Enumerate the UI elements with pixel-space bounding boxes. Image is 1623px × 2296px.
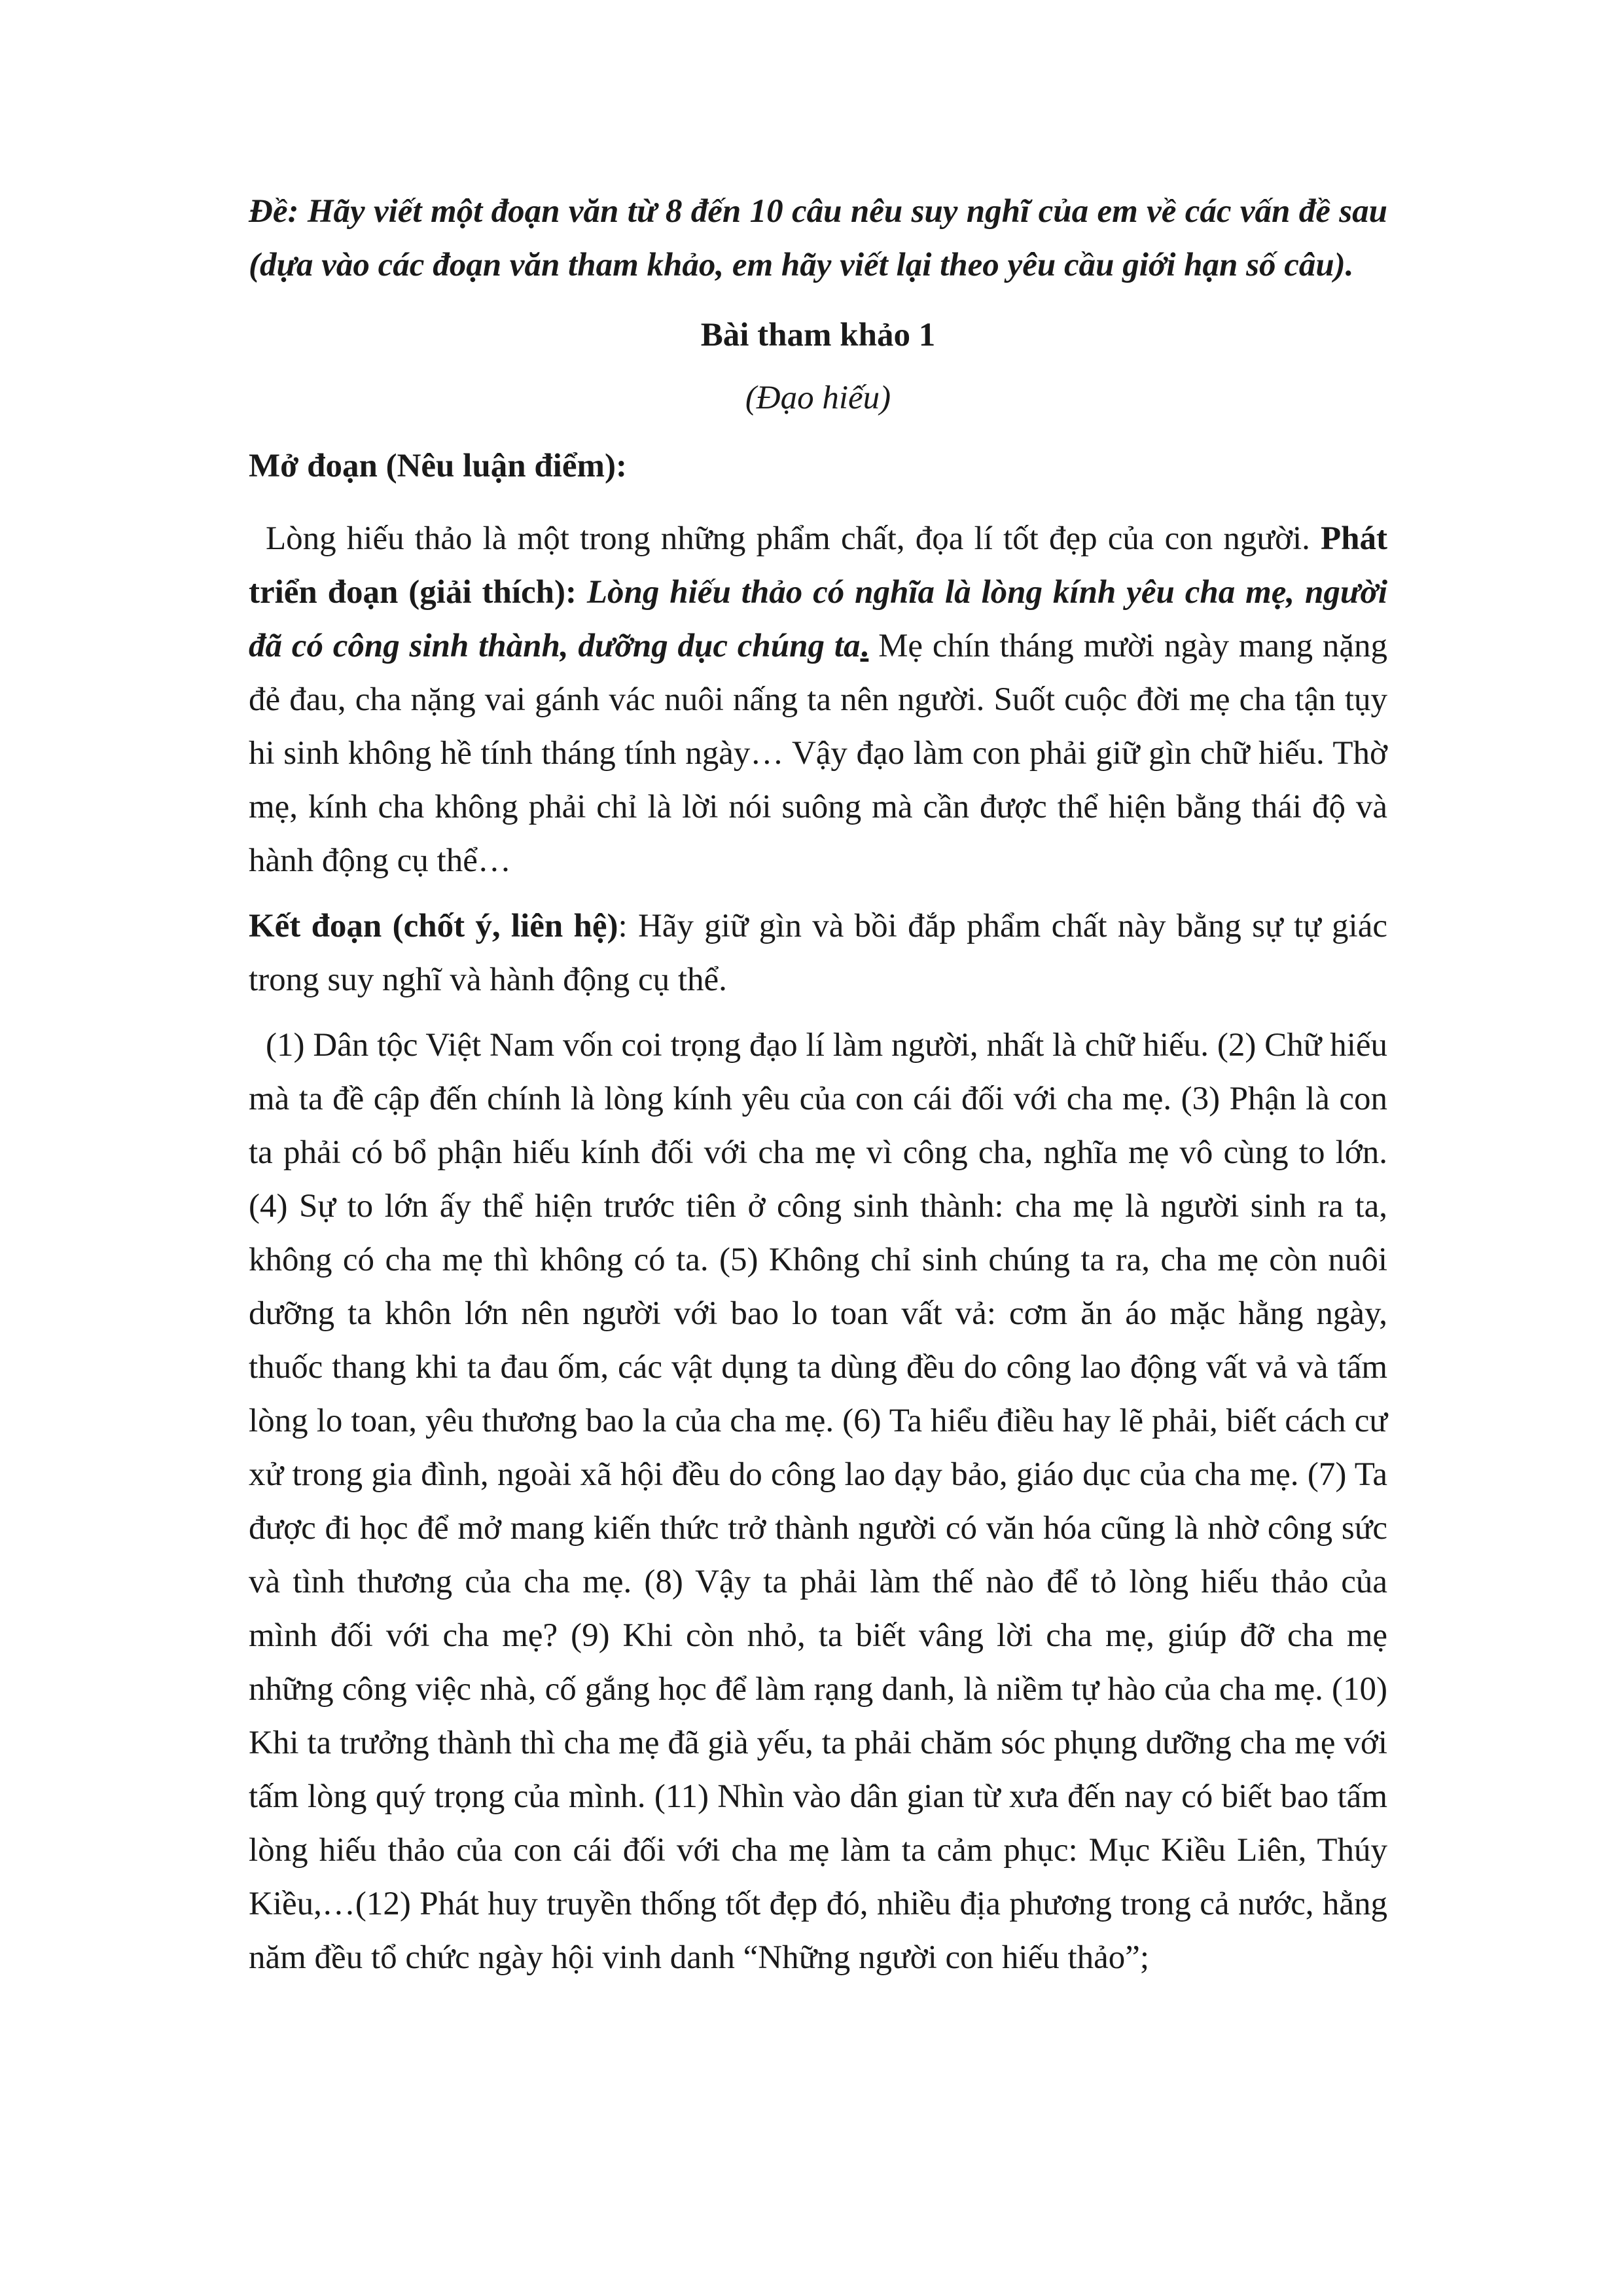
develop-period: . bbox=[860, 628, 869, 664]
assignment-prompt: Đề: Hãy viết một đoạn văn từ 8 đến 10 câu nêu suy nghĩ của em về các vấn đề sau (dựa vào các đoạn văn tham khảo, em hãy viết lại theo yêu cầu giới hạn số câu). bbox=[249, 193, 1387, 283]
open-heading: Mở đoạn (Nêu luận điểm): bbox=[249, 448, 627, 484]
essay-paragraph: (1) Dân tộc Việt Nam vốn coi trọng đạo lí làm người, nhất là chữ hiếu. (2) Chữ hiếu mà ta đề cập đến chính là lòng kính yêu của con cái đối với cha mẹ. (3) Phận là con ta phải có bổ phận hiếu kính đối với cha mẹ vì công cha, nghĩa mẹ vô cùng to lớn. (4) Sự to lớn ấy thể hiện trước tiên ở công sinh thành: cha mẹ là người sinh ra ta, không có cha mẹ thì không có ta. (5) Không chỉ sinh chúng ta ra, cha mẹ còn nuôi dưỡng ta khôn lớn nên người với bao lo toan vất vả: cơm ăn áo mặc hằng ngày, thuốc thang khi ta đau ốm, các vật dụng ta dùng đều do công lao động vất vả và tấm lòng lo toan, yêu thương bao la của cha mẹ. (6) Ta hiểu điều hay lẽ phải, biết cách cư xử trong gia đình, ngoài xã hội đều do công lao dạy bảo, giáo dục của cha mẹ. (7) Ta được đi học để mở mang kiến thức trở thành người có văn hóa cũng là nhờ công sức và tình thương của cha mẹ. (8) Vậy ta phải làm thế nào để tỏ lòng hiếu thảo của mình đối với cha mẹ? (9) Khi còn nhỏ, ta biết vâng lời cha mẹ, giúp đỡ cha mẹ những công việc nhà, cố gắng học để làm rạng danh, là niềm tự hào của cha mẹ. (10) Khi ta trưởng thành thì cha mẹ đã già yếu, ta phải chăm sóc phụng dưỡng cha mẹ với tấm lòng quý trọng của mình. (11) Nhìn vào dân gian từ xưa đến nay có biết bao tấm lòng hiếu thảo của con cái đối với cha mẹ làm ta cảm phục: Mục Kiều Liên, Thúy Kiều,…(12) Phát huy truyền thống tốt đẹp đó, nhiều địa phương trong cả nước, hằng năm đều tổ chức ngày hội vinh danh “Những người con hiếu thảo”; bbox=[249, 1027, 1387, 1976]
develop-definition: Lòng hiếu thảo có nghĩa là lòng kính yêu cha mẹ, người đã có công sinh thành, dưỡng dục chúng ta bbox=[249, 574, 1387, 664]
develop-label: Phát triển đoạn (giải thích): bbox=[249, 520, 1388, 611]
outline-paragraph bbox=[249, 512, 1387, 888]
close-label: Kết đoạn (chốt ý, liên hệ) bbox=[249, 908, 618, 944]
closing-paragraph bbox=[249, 899, 1387, 1007]
close-text: : Hãy giữ gìn và bồi đắp phẩm chất này bằng sự tự giác trong suy nghĩ và hành động cụ thể. bbox=[249, 908, 1387, 998]
reference-subtitle: (Đạo hiếu) bbox=[745, 380, 891, 416]
develop-text: Mẹ chín tháng mười ngày mang nặng đẻ đau, cha nặng vai gánh vác nuôi nấng ta nên người. Suốt cuộc đời mẹ cha tận tụy hi sinh không hề tính tháng tính ngày… Vậy đạo làm con phải giữ gìn chữ hiếu. Thờ mẹ, kính cha không phải chỉ là lời nói suông mà cần được thể hiện bằng thái độ và hành động cụ thể… bbox=[249, 628, 1388, 879]
document-page bbox=[249, 185, 1387, 1984]
open-text: Lòng hiếu thảo là một trong những phẩm chất, đọa lí tốt đẹp của con người. bbox=[266, 520, 1310, 557]
reference-title: Bài tham khảo 1 bbox=[700, 317, 936, 353]
